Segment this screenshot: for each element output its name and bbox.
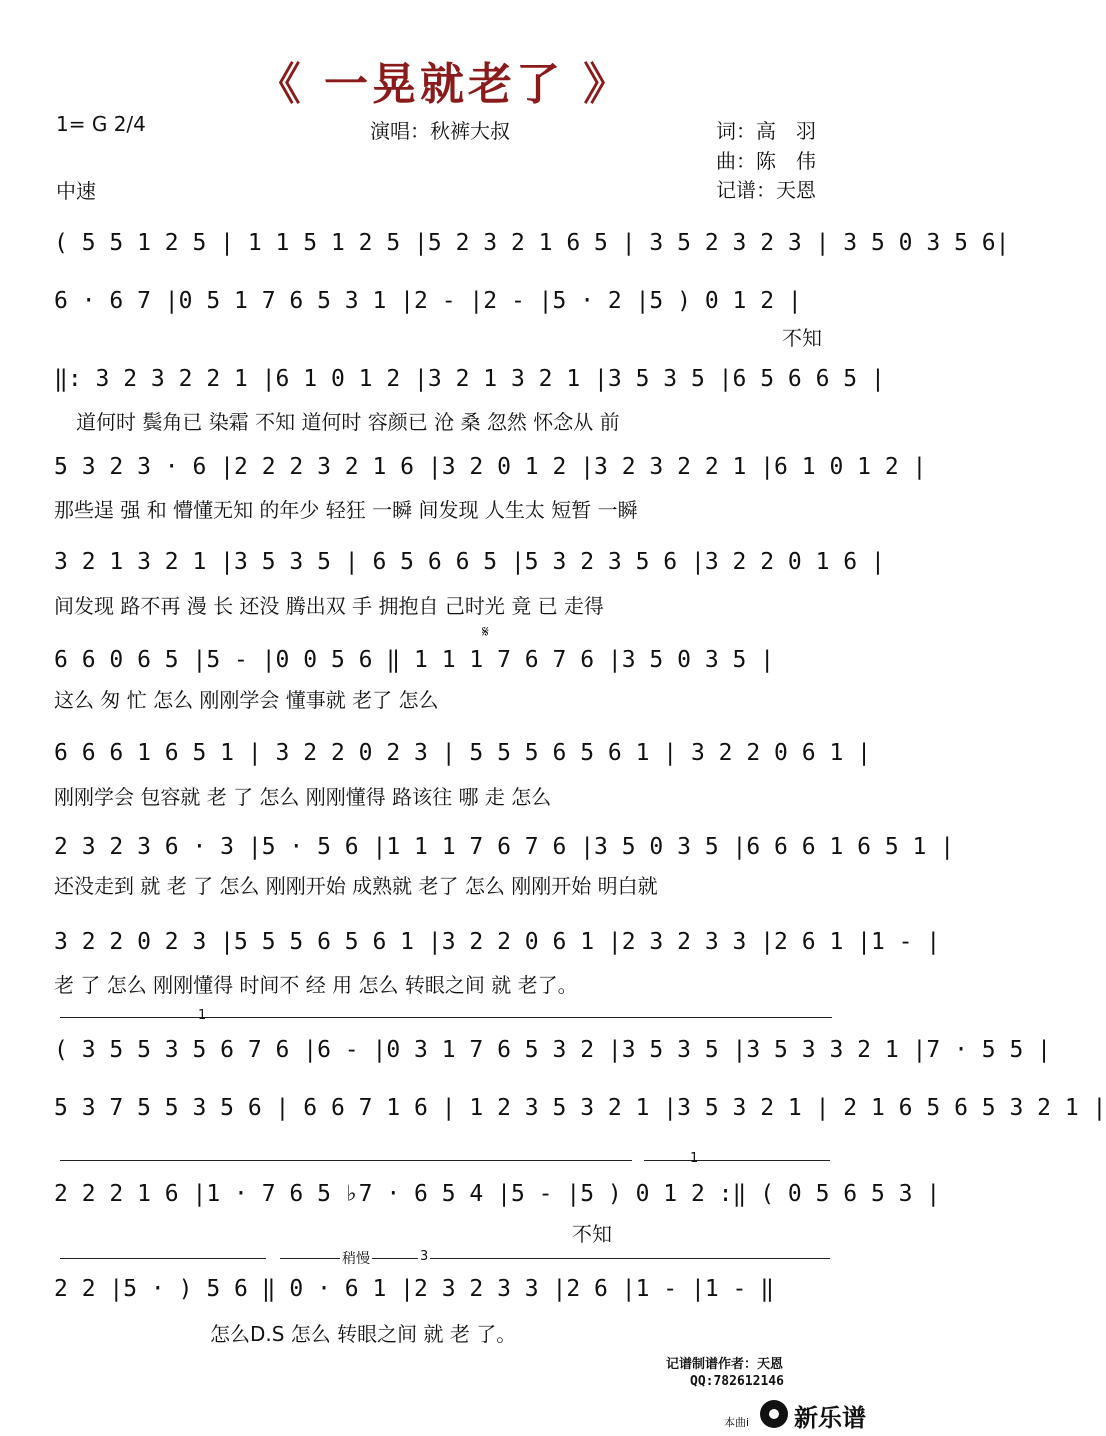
volta-bracket-line-4 (60, 1258, 266, 1259)
notation-row-10: ( 3 5 5 3 5 6 7 6 |6 - |0 3 1 7 6 5 3 2 |3 5 3 5 |3 5 3 3 2 1 |7 · 5 5 | (54, 1037, 1051, 1063)
transcriber-credit: 记谱：天恩 (716, 178, 816, 202)
lyrics-row-5: 间发现 路不再 漫 长 还没 腾出双 手 拥抱自 己时光 竟 已 走得 (54, 594, 604, 618)
notation-row-3: ‖: 3 2 3 2 2 1 |6 1 0 1 2 |3 2 1 3 2 1 |3 5 3 5 |6 5 6 6 5 | (54, 366, 885, 392)
lyrics-row-6: 这么 匆 忙 怎么 刚刚学会 懂事就 老了 怎么 (54, 688, 439, 712)
volta-number: 1 (198, 1008, 207, 1023)
volta-bracket-line (60, 1017, 832, 1018)
lyrics-row-8: 还没走到 就 老 了 怎么 刚刚开始 成熟就 老了 怎么 刚刚开始 明白就 (54, 874, 658, 898)
notation-row-7: 6 6 6 1 6 5 1 | 3 2 2 0 2 3 | 5 5 5 6 5 6 1 | 3 2 2 0 6 1 | (54, 740, 871, 766)
triplet-marking: 3 (420, 1249, 429, 1264)
lyrics-row-2: 不知 (782, 326, 822, 350)
tempo-marking: 中速 (56, 179, 96, 203)
notation-row-4: 5 3 2 3 · 6 |2 2 2 3 2 1 6 |3 2 0 1 2 |3 2 3 2 2 1 |6 1 0 1 2 | (54, 454, 927, 480)
lyrics-row-7: 刚刚学会 包容就 老 了 怎么 刚刚懂得 路该往 哪 走 怎么 (54, 785, 552, 809)
notation-row-9: 3 2 2 0 2 3 |5 5 5 6 5 6 1 |3 2 2 0 6 1 |2 3 2 3 3 |2 6 1 |1 - | (54, 929, 941, 955)
transcriber-footer: 记谱制谱作者：天恩 (666, 1357, 784, 1372)
notation-row-2: 6 · 6 7 |0 5 1 7 6 5 3 1 |2 - |2 - |5 · 2 |5 ) 0 1 2 | (54, 288, 802, 314)
lyrics-row-3: 道何时 鬓角已 染霜 不知 道何时 容颜已 沧 桑 忽然 怀念从 前 (76, 410, 620, 434)
notation-row-12: 2 2 2 1 6 |1 · 7 6 5 ♭7 · 6 5 4 |5 - |5 ) 0 1 2 :‖ ( 0 5 6 5 3 | (54, 1181, 941, 1207)
notation-row-13: 2 2 |5 · ) 5 6 ‖ 0 · 6 1 |2 3 2 3 3 |2 6 |1 - |1 - ‖ (54, 1276, 775, 1302)
volta-number-2: 1 (690, 1151, 699, 1166)
singer-credit: 演唱：秋裤大叔 (370, 119, 510, 143)
lyrics-row-4: 那些逞 强 和 懵懂无知 的年少 轻狂 一瞬 间发现 人生太 短暂 一瞬 (54, 498, 638, 522)
site-logo (760, 1398, 878, 1430)
lyrics-row-9: 老 了 怎么 刚刚懂得 时间不 经 用 怎么 转眼之间 就 老了。 (54, 973, 578, 997)
qq-footer: QQ:782612146 (690, 1374, 784, 1389)
composer-credit: 曲：陈 伟 (716, 149, 816, 173)
volta-bracket-line-2 (60, 1160, 632, 1161)
volta-bracket-line-3 (644, 1160, 830, 1161)
site-logo-text: 新乐谱 (794, 1404, 866, 1432)
vinyl-icon (760, 1400, 788, 1428)
key-signature: 1= G 2/4 (56, 112, 146, 136)
slow-marking: 稍慢 (340, 1248, 372, 1268)
lyricist-credit: 词：高 羽 (716, 119, 816, 143)
segno-mark: 𝄋 (482, 622, 489, 641)
notation-row-1: ( 5 5 1 2 5 | 1 1 5 1 2 5 |5 2 3 2 1 6 5 | 3 5 2 3 2 3 | 3 5 0 3 5 6| (54, 230, 1010, 256)
lyrics-row-13: 怎么D.S 怎么 转眼之间 就 老 了。 (210, 1322, 517, 1346)
site-prefix: 本曲i (724, 1416, 750, 1429)
song-title: 《 一晃就老了 》 (256, 59, 632, 110)
lyrics-row-12: 不知 (572, 1222, 612, 1246)
notation-row-5: 3 2 1 3 2 1 |3 5 3 5 | 6 5 6 6 5 |5 3 2 3 5 6 |3 2 2 0 1 6 | (54, 549, 885, 575)
notation-row-11: 5 3 7 5 5 3 5 6 | 6 6 7 1 6 | 1 2 3 5 3 2 1 |3 5 3 2 1 | 2 1 6 5 6 5 3 2 1 | (54, 1095, 1106, 1121)
notation-row-8: 2 3 2 3 6 · 3 |5 · 5 6 |1 1 1 7 6 7 6 |3 5 0 3 5 |6 6 6 1 6 5 1 | (54, 834, 955, 860)
notation-row-6: 6 6 0 6 5 |5 - |0 0 5 6 ‖ 1 1 1 7 6 7 6 |3 5 0 3 5 | (54, 647, 775, 673)
